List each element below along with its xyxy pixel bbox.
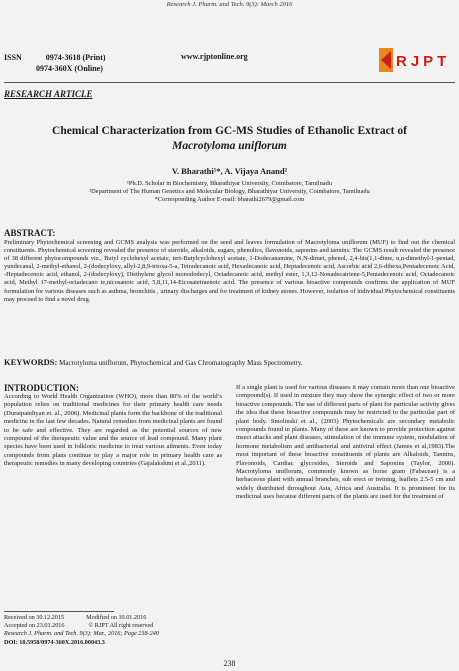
- keywords: [4, 357, 303, 367]
- keywords-label: KEYWORDS:: [4, 357, 58, 367]
- introduction-left-column: According to World Health Organization (WHO), more than 80% of the world’s population relies on traditional medicines for their primary health care needs (Duraipandiyan et. al., 2006). Medicinal plants form the backbone of the traditional medicine in the last few decades. Natural remedies from medicinal plants are found to be safe and effective. They are regarded as the potential sources of new compound of the therapeutic value and the source of lead compound. Many plant species have been used in folkloric medicine to treat various ailments. Even today compounds from plans continue to play a major role in primary health care as therapeutic remedies in many developing countries (Gajalakshmi et al.,2011).: [4, 393, 222, 468]
- title-line-1: Chemical Characterization from GC-MS Studies of Ethanolic Extract of: [52, 125, 407, 137]
- affiliation-1: ¹Ph.D. Scholar in Biochemistry, Bharathiyar University, Coimbatore, Tamilnadu: [127, 180, 332, 187]
- journal-running-header: Research J. Pharm. and Tech. 9(3): March 2016: [166, 1, 293, 8]
- page-number: 238: [223, 659, 236, 668]
- doi[interactable]: DOI: 10.5958/0974-360X.2016.00043.3: [4, 638, 105, 646]
- modified-date: Modified on 10.01.2016: [86, 614, 147, 621]
- received-date: Received on 30.12.2015: [4, 614, 65, 621]
- keywords-text: Macrotyloma uniflorum, Phytochemical and Gas Chromatography Mass Spectrometry.: [57, 359, 303, 367]
- issn-label: ISSN: [4, 53, 22, 62]
- rjpt-logo-icon: [379, 46, 454, 74]
- introduction-heading: INTRODUCTION:: [4, 383, 80, 393]
- corresponding-author: *Corresponding Author E-mail: bharathi2679@gmail.com: [154, 196, 305, 203]
- issn-block: [4, 52, 106, 74]
- citation: Research J. Pharm. and Tech. 9(3): Mar., 2016; Page 238-240: [4, 630, 159, 638]
- authors: V. Bharathi¹*, A. Vijaya Anand²: [171, 166, 288, 176]
- article-type: RESEARCH ARTICLE: [4, 89, 93, 99]
- logo-text: RJPT: [396, 53, 451, 70]
- accepted-date: Accepted on 23.01.2016: [4, 622, 65, 630]
- abstract-text: Preliminary Phytochemical screening and GCMS analysis was performed on the seed and leaves formulation of Macrotyloma uniflorum (MUF) to find out the chemical constituents. Phytochemical screening revealed the presence of steroids, alkaloids, sugars, phenolics, flavonoids, saponins and tannins. The GCMS result revealed the presence of 38 different phytocompounds viz., Butyl cyclohexyl acetate, tert-Butylcyclohexyl acetate, 1-Dodecanamine, N,N-dimet, phenol, 2,4-bis(1,1-dime, n,n-dimethyl-1-pentad, yundecanal, 2-methyl-ethanol, 2-(dodecyloxy, allyl-2,8,9-trioxa-5-a, Tetradecanoic acid, Hexadecanoic acid, Heptadecenoic acid, Ascorbic acid 2,6-dihexa,Pentadecenoic Acid, -Heptadecenoic acid, ethanol, 2-(dodecyloxy), Diethylene glycol monododecyl, Octadecanoic acid, methyl ester, 1,3,12-Nonadecatriene-5,Pentadecenoic acid, Octadecanoic acid, Methyl 17-methyl-octadecano te,nicosanoic acid, 5,8,11,14-Eicosatetraenoic acid. The presence of various bioactive compounds confirms the application of MUF formulation for various diseases such as asthma, bronchitis , urinary discharges and for treatment of kidney stones. However, isolation of individual Phytochemical constituents may proceed to find a novel drug.: [4, 239, 455, 303]
- header-rule: [4, 82, 455, 83]
- abstract-heading: ABSTRACT:: [4, 228, 56, 238]
- footer-rule: [4, 611, 114, 612]
- issn-online: 0974-360X (Online): [36, 64, 103, 73]
- title-line-2: Macrotyloma uniflorum: [172, 140, 287, 152]
- article-title: [0, 124, 459, 154]
- rjpt-logo: [379, 46, 454, 74]
- footer-block: [4, 614, 159, 647]
- introduction-right-column: If a single plant is used for various diseases it may contain more than one bioactive compound(s). If used in mixture they may show the synergic effect of two or more bioactive compounds. The use of different parts of plant for particular activity gives the idea that these bioactive compounds may be restricted to the particular part of plant body. Smolinski et al., (2003) Phytochemicals are secondary metabolic compounds found in plants. Many of these are known to provide protection against insect attacks and plant diseases, stimulation of the immune system, modulation of hormone metabolism and antibacterial and antiviral effect (James et al,1983).The most important of these bioactive constituents of plants are Alkaloids, Tannins, Flavonoids, Cardiac glycosides, Steroids and Saponins (Taylor, 2000). Macrotyloma uniflorum, commonly known as horse gram (Fabaceae) is a herbaceous plant with annual branches, sub erect or twining, leaflets 2.5-5 cm and widely distributed throughout Asia, Africa and Australia. It is prominent for its medicinal uses because different parts of the plants are used for the treatment of: [236, 384, 455, 501]
- copyright: © RJPT All right reserved: [88, 622, 154, 630]
- issn-print: 0974-3618 (Print): [45, 53, 106, 62]
- journal-website[interactable]: www.rjptonline.org: [181, 52, 248, 61]
- affiliation-2: ²Department of The Human Genetics and Molecular Biology, Bharathiyar University, Coimbatore, Tamilnadu: [89, 188, 370, 195]
